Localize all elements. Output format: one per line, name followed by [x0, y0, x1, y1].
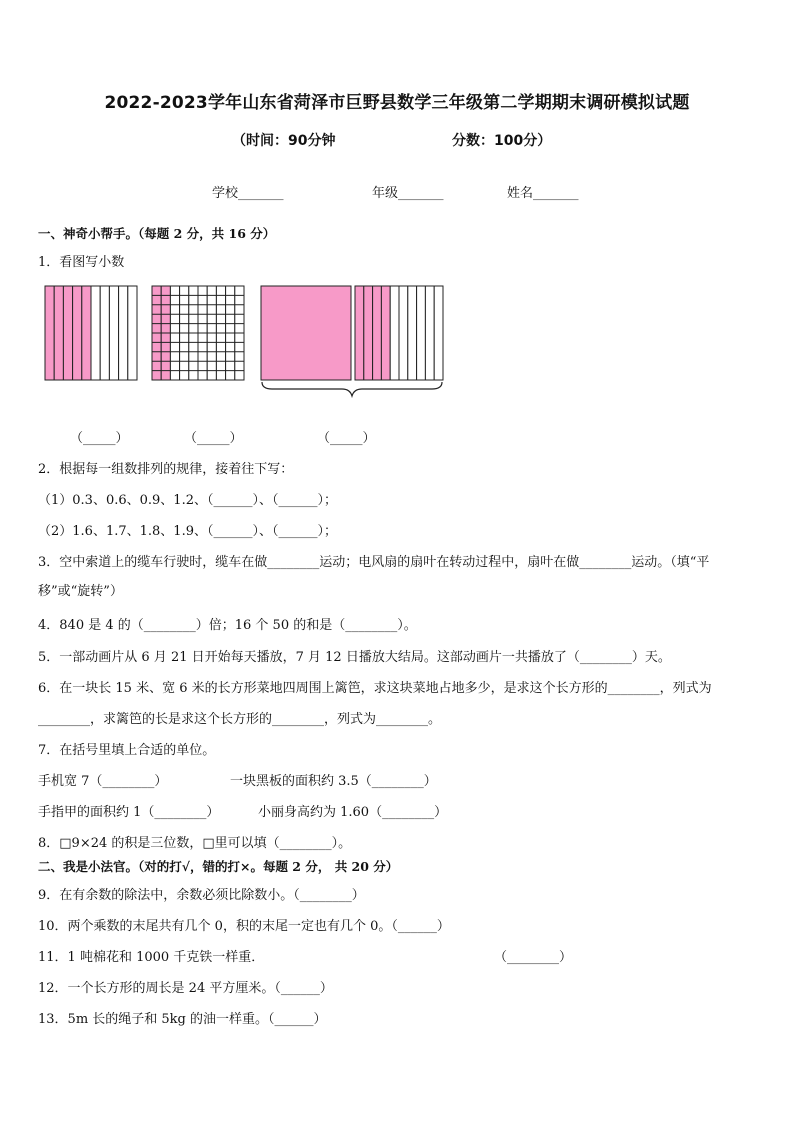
question-1: 1．看图写小数: [38, 255, 125, 270]
answer-blank-2[interactable]: （_____）: [184, 431, 243, 446]
section-2-heading: 二、我是小法官。（对的打√，错的打×。每题 2 分， 共 20 分）: [38, 859, 399, 874]
question-6-cont[interactable]: ________，求篱笆的长是求这个长方形的________，列式为________。: [38, 712, 442, 727]
empty-column: [408, 286, 417, 380]
question-7-item-3[interactable]: 手指甲的面积约 1（________）: [38, 805, 220, 820]
question-3-cont: 移”或“旋转”）: [38, 584, 123, 599]
school-field[interactable]: 学校_______: [212, 186, 284, 201]
shaded-column: [45, 286, 54, 380]
grade-field[interactable]: 年级_______: [372, 186, 444, 201]
shaded-column: [63, 286, 72, 380]
decimal-figure-3-part: [354, 285, 444, 381]
empty-column: [109, 286, 118, 380]
empty-column: [390, 286, 399, 380]
name-field[interactable]: 姓名_______: [507, 186, 579, 201]
empty-column: [119, 286, 128, 380]
shaded-column: [381, 286, 390, 380]
empty-column: [128, 286, 137, 380]
empty-column: [425, 286, 434, 380]
empty-column: [417, 286, 426, 380]
decimal-figure-3-whole: [260, 285, 352, 381]
exam-score: 分数：100分）: [452, 133, 552, 149]
question-9[interactable]: 9．在有余数的除法中，余数必须比除数小。（________）: [38, 888, 365, 903]
question-6[interactable]: 6．在一块长 15 米、宽 6 米的长方形菜地四周围上篱笆，求这块菜地占地多少，是求这个长方形的________，列式为: [38, 681, 712, 696]
shaded-column: [373, 286, 382, 380]
shaded-column: [73, 286, 82, 380]
answer-blank-1[interactable]: （_____）: [70, 431, 129, 446]
shaded-whole: [261, 286, 351, 380]
shaded-column: [82, 286, 91, 380]
shaded-column: [355, 286, 364, 380]
exam-time: （时间：90分钟: [232, 133, 336, 149]
question-11: 11．1 吨棉花和 1000 千克铁一样重．: [38, 950, 265, 965]
question-7: 7．在括号里填上合适的单位。: [38, 743, 216, 758]
decimal-figure-2: [151, 285, 245, 381]
question-12[interactable]: 12．一个长方形的周长是 24 平方厘米。（______）: [38, 981, 333, 996]
question-7-item-4[interactable]: 小丽身高约为 1.60（________）: [258, 805, 448, 820]
question-2-part-2[interactable]: （2）1.6、1.7、1.8、1.9、（______）、（______）；: [38, 524, 337, 539]
question-2-part-1[interactable]: （1）0.3、0.6、0.9、1.2、（______）、（______）；: [38, 493, 337, 508]
decimal-figure-1: [44, 285, 138, 381]
question-4[interactable]: 4．840 是 4 的（________）倍；16 个 50 的和是（________）。: [38, 618, 417, 633]
answer-blank-3[interactable]: （_____）: [317, 431, 376, 446]
question-8[interactable]: 8．□9×24 的积是三位数，□里可以填（________）。: [38, 836, 352, 851]
empty-column: [434, 286, 443, 380]
empty-column: [100, 286, 109, 380]
empty-column: [399, 286, 408, 380]
page-title: 2022-2023学年山东省菏泽市巨野县数学三年级第二学期期末调研模拟试题: [104, 93, 690, 113]
question-7-item-2[interactable]: 一块黑板的面积约 3.5（________）: [230, 774, 437, 789]
question-13[interactable]: 13．5m 长的绳子和 5kg 的油一样重。（______）: [38, 1012, 327, 1027]
shaded-column: [364, 286, 373, 380]
empty-column: [91, 286, 100, 380]
question-7-item-1[interactable]: 手机宽 7（________）: [38, 774, 168, 789]
question-2: 2．根据每一组数排列的规律，接着往下写：: [38, 462, 294, 477]
section-1-heading: 一、神奇小帮手。（每题 2 分，共 16 分）: [38, 226, 276, 241]
question-3[interactable]: 3．空中索道上的缆车行驶时，缆车在做________运动；电风扇的扇叶在转动过程中，扇叶在做________运动。（填“平: [38, 555, 710, 570]
question-5[interactable]: 5．一部动画片从 6 月 21 日开始每天播放，7 月 12 日播放大结局。这部动画片一共播放了（________）天。: [38, 650, 671, 665]
brace-icon: [260, 380, 444, 400]
question-10[interactable]: 10．两个乘数的末尾共有几个 0，积的末尾一定也有几个 0。（______）: [38, 919, 450, 934]
shaded-column: [54, 286, 63, 380]
question-11-blank[interactable]: （________）: [494, 950, 573, 965]
